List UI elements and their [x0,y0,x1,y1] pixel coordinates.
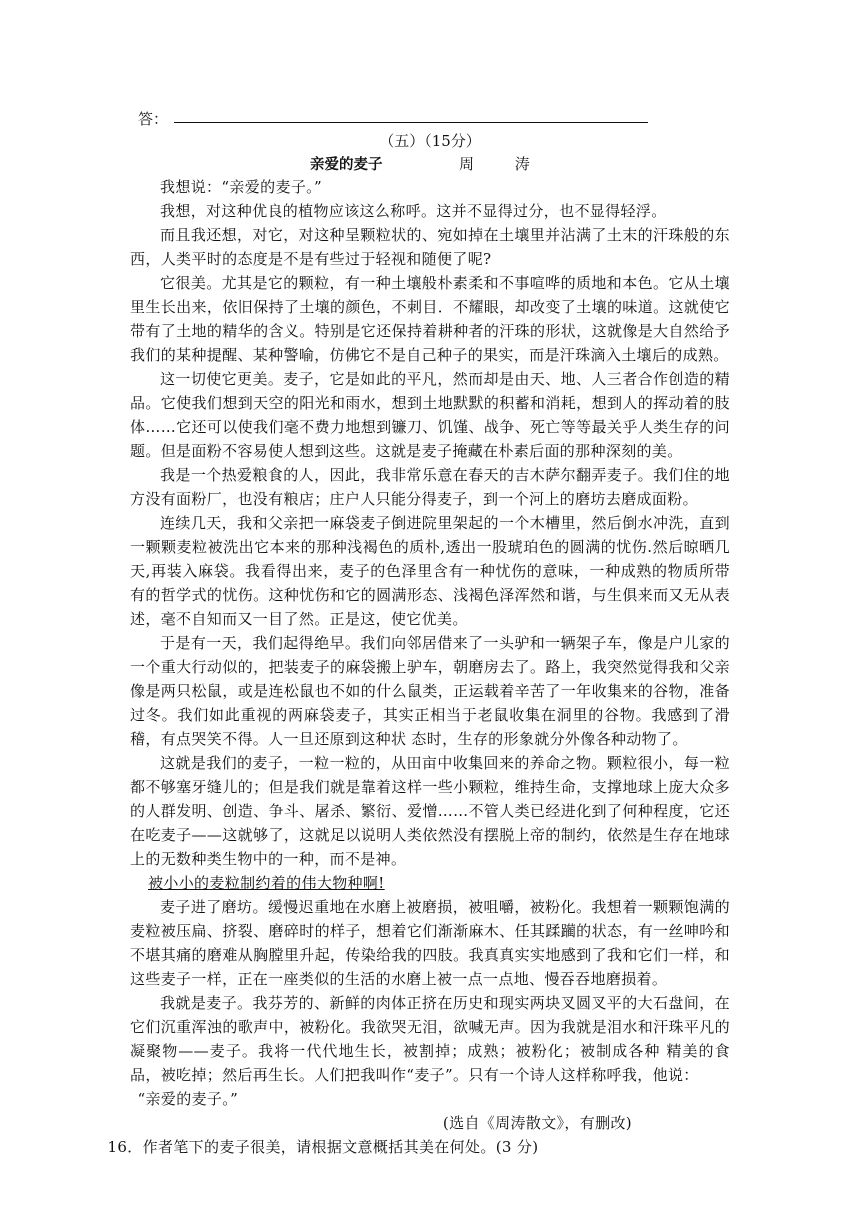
question-16: 16．作者笔下的麦子很美，请根据文意概括其美在何处。(3 分) [107,1138,539,1156]
paragraph: “亲爱的麦子。” [137,1090,239,1108]
paragraph: 这一切使它更美。麦子，它是如此的平凡，然而却是由天、地、人三者合作创造的精品。它使我们想到天空的阳光和雨水，想到土地默默的积蓄和消耗，想到人的挥动着的肢体……它还可以使我们毫不费力地想到镰刀、饥馑、战争、死亡等等最关乎人类生存的问题。但是面粉不容易使人想到这些。这就是麦子掩藏在朴素后面的那种深刻的美。 [130,370,730,460]
article-author: 周 涛 [459,155,548,173]
paragraph: 于是有一天，我们起得绝早。我们向邻居借来了一头驴和一辆架子车，像是户儿家的一个重大行动似的，把装麦子的麻袋搬上驴车，朝磨房去了。路上，我突然觉得我和父亲像是两只松鼠，或是连松鼠也不如的什么鼠类，正运载着辛苦了一年收集来的谷物，准备过冬。我们如此重视的两麻袋麦子，其实正相当于老鼠收集在洞里的谷物。我感到了滑稽，有点哭笑不得。人一旦还原到这种状 态时，生存的形象就分外像各种动物了。 [130,634,730,748]
answer-blank-rule[interactable] [174,122,648,123]
answer-line [138,108,658,128]
paragraph: 我想，对这种优良的植物应该这么称呼。这并不显得过分，也不显得轻浮。 [160,202,667,220]
paragraph: 我想说：“亲爱的麦子。” [160,178,323,196]
underlined-sentence: 被小小的麦粒制约着的伟大物种啊! [148,874,385,892]
answer-label: 答： [138,110,169,128]
underlined-paragraph [130,871,730,895]
paragraph: 麦子进了磨坊。缓慢迟重地在水磨上被磨损，被咀嚼，被粉化。我想着一颗颗饱满的麦粒被压扁、挤裂、磨碎时的样子，想着它们渐渐麻木、任其蹂躏的状态，有一丝呻吟和不堪其痛的磨难从胸膛里升起，传染给我的四肢。我真真实实地感到了我和它们一样，和这些麦子一样，正在一座类似的生活的水磨上被一点一点地、慢吞吞地磨损着。 [130,898,730,988]
paragraph: 我是一个热爱粮食的人，因此，我非常乐意在春天的吉木萨尔翻弄麦子。我们住的地方没有面粉厂，也没有粮店；庄户人只能分得麦子，到一个河上的磨坊去磨成面粉。 [130,466,730,508]
article-title: 亲爱的麦子 [310,157,383,173]
paragraph: 连续几天，我和父亲把一麻袋麦子倒进院里架起的一个木槽里，然后倒水冲洗，直到一颗颗麦粒被洗出它本来的那种浅褐色的质朴,透出一股琥珀色的圆满的忧伤.然后晾晒几天,再装入麻袋。我看得出来，麦子的色泽里含有一种忧伤的意味，一种成熟的物质所带有的哲学式的忧伤。这种忧伤和它的圆满形态、浅褐色泽浑然和谐，与生俱来而又无从表述，毫不自知而又一目了然。正是这，使它优美。 [130,514,730,628]
paragraph: 它很美。尤其是它的颗粒，有一种土壤般朴素柔和不事喧哗的质地和本色。它从土壤里生长出来，依旧保持了土壤的颜色，不刺目．不耀眼，却改变了土壤的味道。这就使它带有了土地的精华的含义。特别是它还保持着耕种者的汗珠的形状，这就像是大自然给予我们的某种提醒、某种警喻，仿佛它不是自己种子的果实，而是汗珠滴入土壤后的成熟。 [130,274,730,364]
paragraph: 而且我还想，对它，对这种呈颗粒状的、宛如掉在土壤里并沾满了土末的汗珠般的东西，人类平时的态度是不是有些过于轻视和随便了呢? [130,226,730,268]
section-heading: （五）（15分） [379,132,481,150]
paragraph: 这就是我们的麦子，一粒一粒的，从田亩中收集回来的养命之物。颗粒很小，每一粒都不够塞牙缝儿的；但是我们就是靠着这样一些小颗粒，维持生命，支撑地球上庞大众多的人群发明、创造、争斗、屠杀、繁衍、爱憎……不管人类已经进化到了何种程度，它还在吃麦子——这就够了，这就足以说明人类依然没有摆脱上帝的制约，依然是生存在地球上的无数种类生物中的一种，而不是神。 [130,754,730,868]
article-body [107,175,730,1159]
source-note: (选自《周涛散文》，有删改) [442,1114,632,1132]
paragraph: 我就是麦子。我芬芳的、新鲜的肉体正挤在历史和现实两块叉圆叉平的大石盘间，在它们沉重浑浊的歌声中，被粉化。我欲哭无泪，欲喊无声。因为我就是泪水和汗珠平凡的凝聚物——麦子。我将一代代地生长，被割掉；成熟；被粉化；被制成各种 精美的食品，被吃掉；然后再生长。人们把我叫作“麦子”。只有一个诗人这样称呼我，他说： [130,994,730,1084]
